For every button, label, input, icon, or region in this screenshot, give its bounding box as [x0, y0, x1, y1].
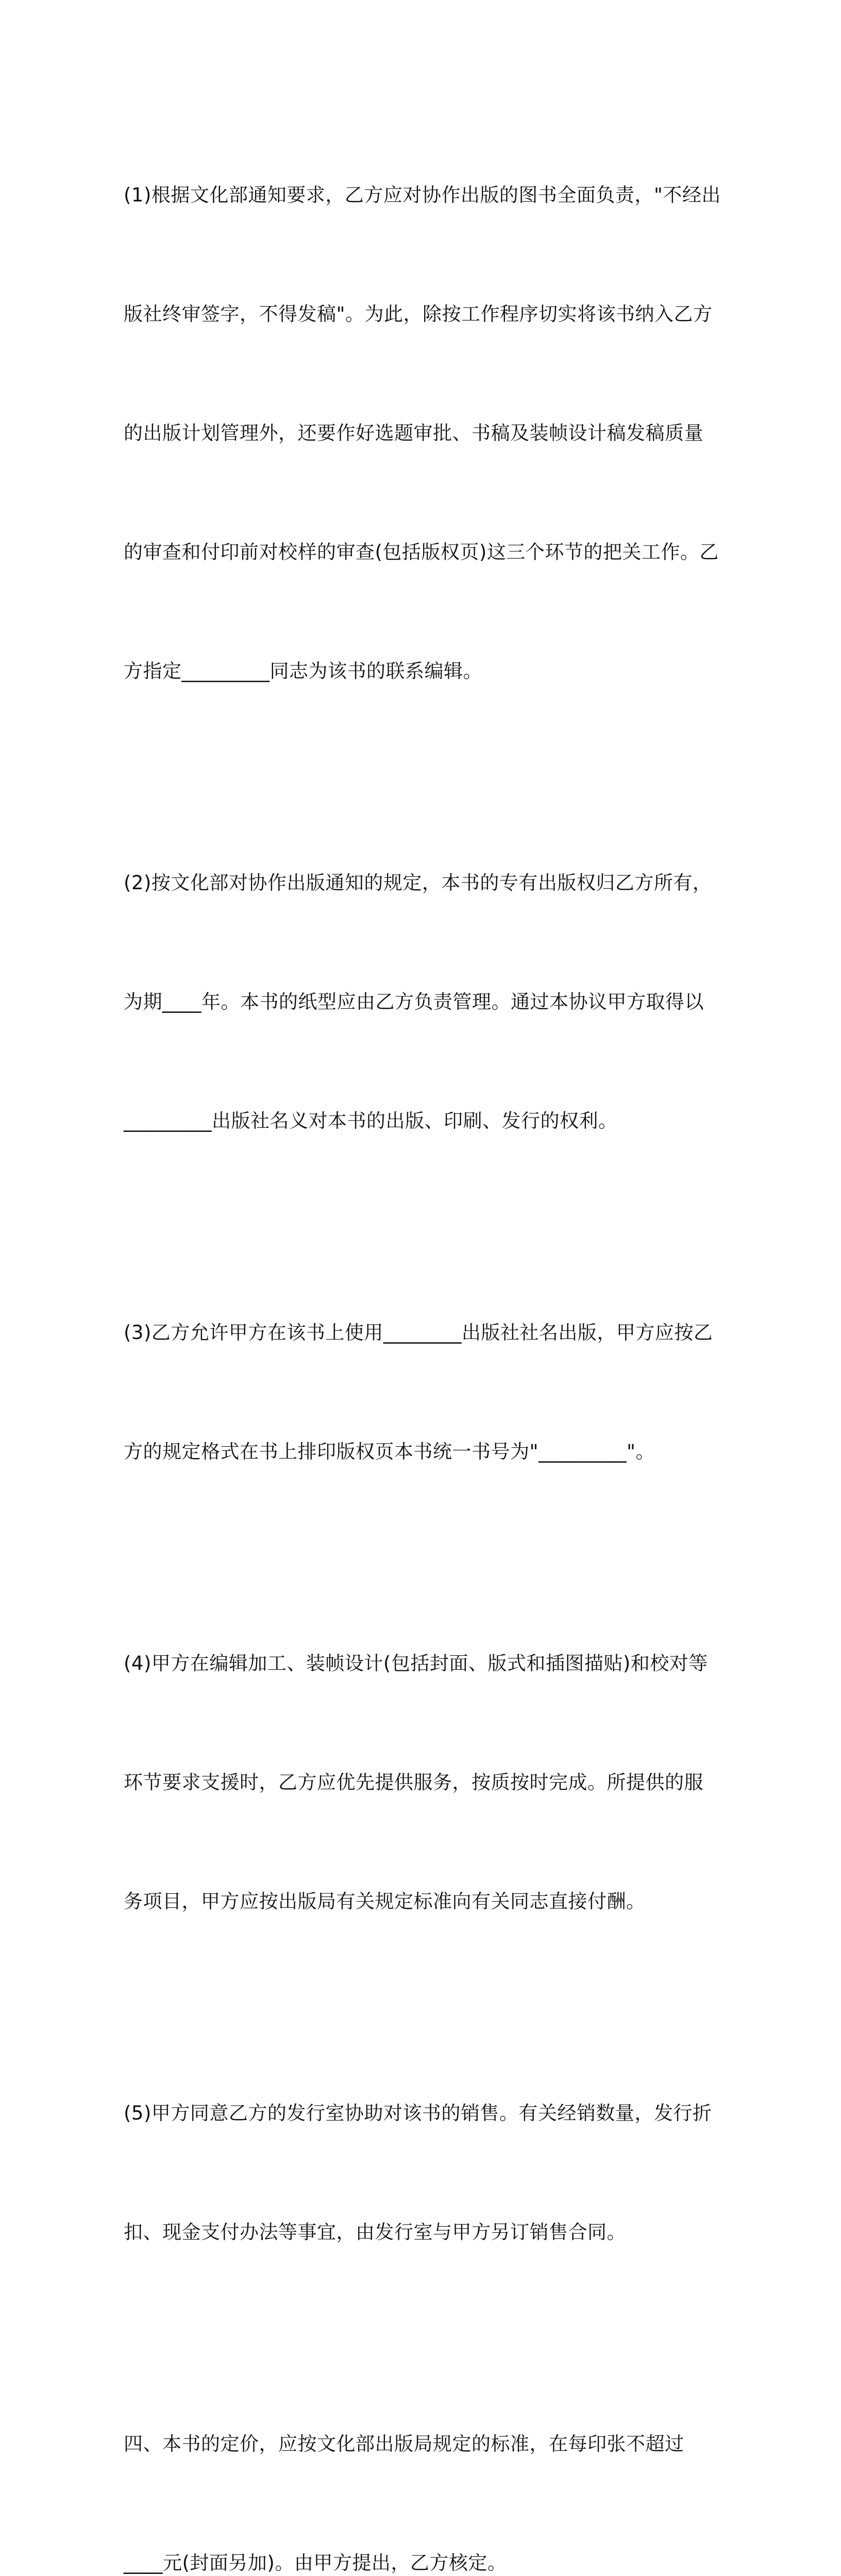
paragraph-5: [124, 2014, 721, 2331]
text-line: _________出版社名义对本书的出版、印刷、发行的权利。: [124, 1110, 618, 1132]
paragraph-2: [124, 784, 721, 1220]
paragraph-6: [124, 2345, 721, 2576]
text-line: 为期____年。本书的纸型应由乙方负责管理。通过本协议甲方取得以: [124, 991, 704, 1013]
text-line: (1)根据文化部通知要求，乙方应对协作出版的图书全面负责，"不经出: [124, 184, 721, 206]
text-line: 四、本书的定价，应按文化部出版局规定的标准，在每印张不超过: [124, 2433, 684, 2455]
text-line: (4)甲方在编辑加工、装帧设计(包括封面、版式和插图描贴)和校对等: [124, 1652, 708, 1674]
text-line: (2)按文化部对协作出版通知的规定，本书的专有出版权归乙方所有，: [124, 872, 712, 894]
text-line: 方的规定格式在书上排印版权页本书统一书号为"_________"。: [124, 1440, 655, 1463]
paragraph-3: [124, 1233, 721, 1551]
text-line: 环节要求支援时，乙方应优先提供服务，按质按时完成。所提供的服: [124, 1771, 703, 1793]
document-page: [124, 96, 721, 2576]
text-line: 扣、现金支付办法等事宜，由发行室与甲方另订销售合同。: [124, 2221, 626, 2243]
text-line: 务项目，甲方应按出版局有关规定标准向有关同志直接付酬。: [124, 1890, 646, 1912]
text-line: ____元(封面另加)。由甲方提出，乙方核定。: [124, 2552, 507, 2574]
paragraph-4: [124, 1564, 721, 2001]
text-line: 的审查和付印前对校样的审查(包括版权页)这三个环节的把关工作。乙: [124, 541, 719, 563]
text-line: 的出版计划管理外，还要作好选题审批、书稿及装帧设计稿发稿质量: [124, 422, 703, 444]
paragraph-1: [124, 96, 721, 770]
text-line: 版社终审签字，不得发稿"。为此，除按工作程序切实将该书纳入乙方: [124, 303, 713, 325]
text-line: (3)乙方允许甲方在该书上使用________出版社社名出版，甲方应按乙: [124, 1321, 713, 1344]
text-line: (5)甲方同意乙方的发行室协助对该书的销售。有关经销数量，发行折: [124, 2102, 712, 2124]
text-line: 方指定_________同志为该书的联系编辑。: [124, 660, 482, 682]
